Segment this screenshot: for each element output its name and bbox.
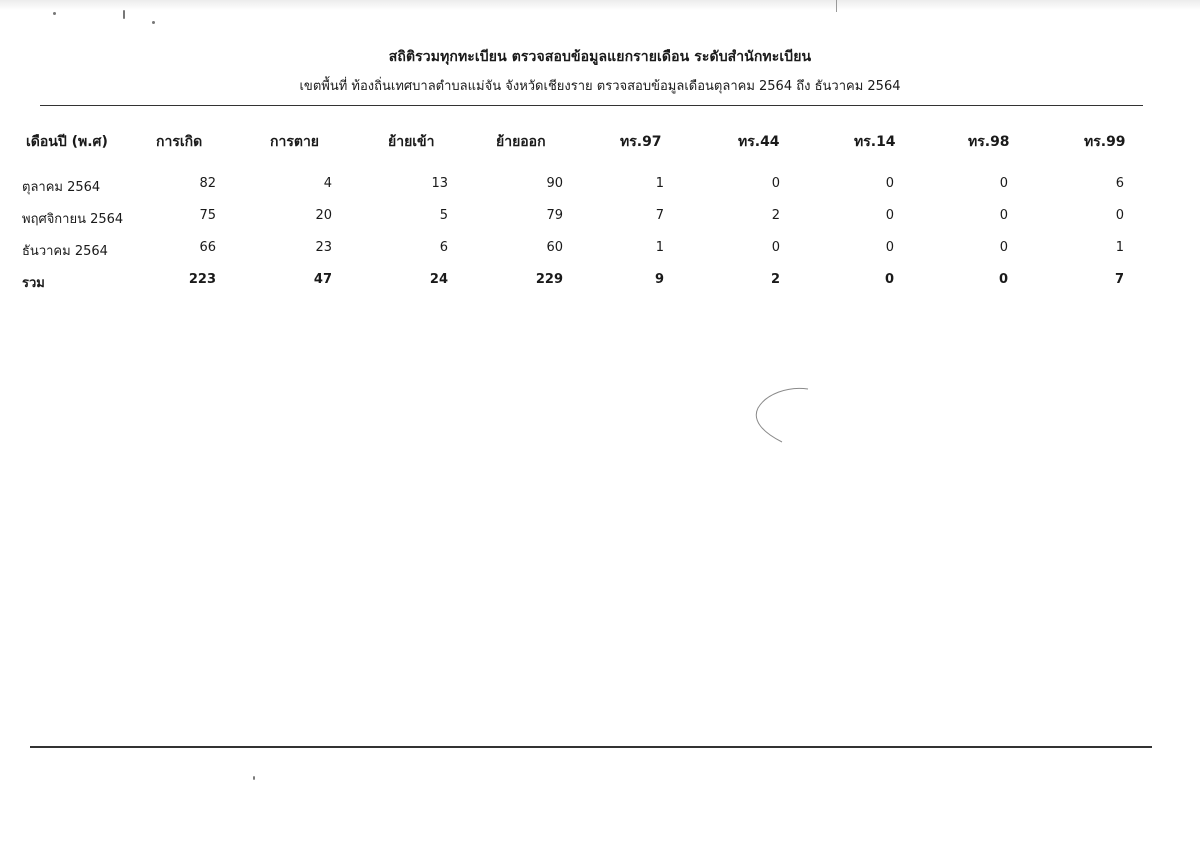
pen-mark-icon — [748, 386, 818, 446]
header-tr99: ทร.99 — [1084, 134, 1126, 150]
total-value: 24 — [429, 272, 448, 287]
row-value: 0 — [999, 176, 1008, 191]
row-value: 0 — [885, 176, 894, 191]
total-value: 223 — [188, 272, 216, 287]
row-value: 0 — [771, 176, 780, 191]
row-value: 0 — [885, 240, 894, 255]
row-value: 1 — [655, 240, 664, 255]
row-value: 1 — [1115, 240, 1124, 255]
total-label: รวม — [22, 276, 45, 291]
row-value: 6 — [439, 240, 448, 255]
header-deaths: การตาย — [270, 134, 320, 150]
scan-speck — [152, 21, 155, 24]
row-value: 13 — [431, 176, 448, 191]
row-value: 2 — [771, 208, 780, 223]
row-label: ธันวาคม 2564 — [22, 244, 108, 259]
row-value: 0 — [885, 208, 894, 223]
row-value: 5 — [439, 208, 448, 223]
row-value: 0 — [771, 240, 780, 255]
scan-speck — [123, 10, 125, 19]
header-births: การเกิด — [156, 134, 203, 150]
row-value: 20 — [315, 208, 332, 223]
row-value: 82 — [199, 176, 216, 191]
header-tr98: ทร.98 — [968, 134, 1010, 150]
header-move-in: ย้ายเข้า — [388, 134, 435, 150]
row-value: 0 — [1115, 208, 1124, 223]
row-value: 4 — [323, 176, 332, 191]
report-subtitle: เขตพื้นที่ ท้องถิ่นเทศบาลตำบลแม่จัน จังหวัดเชียงราย ตรวจสอบข้อมูลเดือนตุลาคม 2564 ถึง ธันวาคม 2564 — [299, 79, 901, 94]
row-value: 79 — [546, 208, 563, 223]
row-value: 23 — [315, 240, 332, 255]
total-value: 0 — [884, 272, 894, 287]
footer-rule — [30, 746, 1152, 748]
total-value: 2 — [770, 272, 780, 287]
row-label: พฤศจิกายน 2564 — [22, 212, 124, 227]
report-title: สถิติรวมทุกทะเบียน ตรวจสอบข้อมูลแยกรายเดือน ระดับสำนักทะเบียน — [388, 49, 812, 65]
total-value: 47 — [313, 272, 332, 287]
row-value: 75 — [199, 208, 216, 223]
row-value: 60 — [546, 240, 563, 255]
header-tr97: ทร.97 — [620, 134, 662, 150]
scan-speck — [253, 776, 255, 780]
row-label: ตุลาคม 2564 — [22, 180, 101, 195]
row-value: 7 — [655, 208, 664, 223]
row-value: 0 — [999, 240, 1008, 255]
total-value: 229 — [535, 272, 563, 287]
total-value: 9 — [654, 272, 664, 287]
scan-speck — [53, 12, 56, 15]
row-value: 6 — [1115, 176, 1124, 191]
header-month: เดือนปี (พ.ศ) — [26, 134, 108, 150]
header-move-out: ย้ายออก — [496, 134, 546, 150]
header-tr14: ทร.14 — [854, 134, 896, 150]
header-tr44: ทร.44 — [738, 134, 780, 150]
row-value: 0 — [999, 208, 1008, 223]
row-value: 90 — [546, 176, 563, 191]
total-value: 0 — [998, 272, 1008, 287]
row-value: 66 — [199, 240, 216, 255]
row-value: 1 — [655, 176, 664, 191]
total-value: 7 — [1114, 272, 1124, 287]
